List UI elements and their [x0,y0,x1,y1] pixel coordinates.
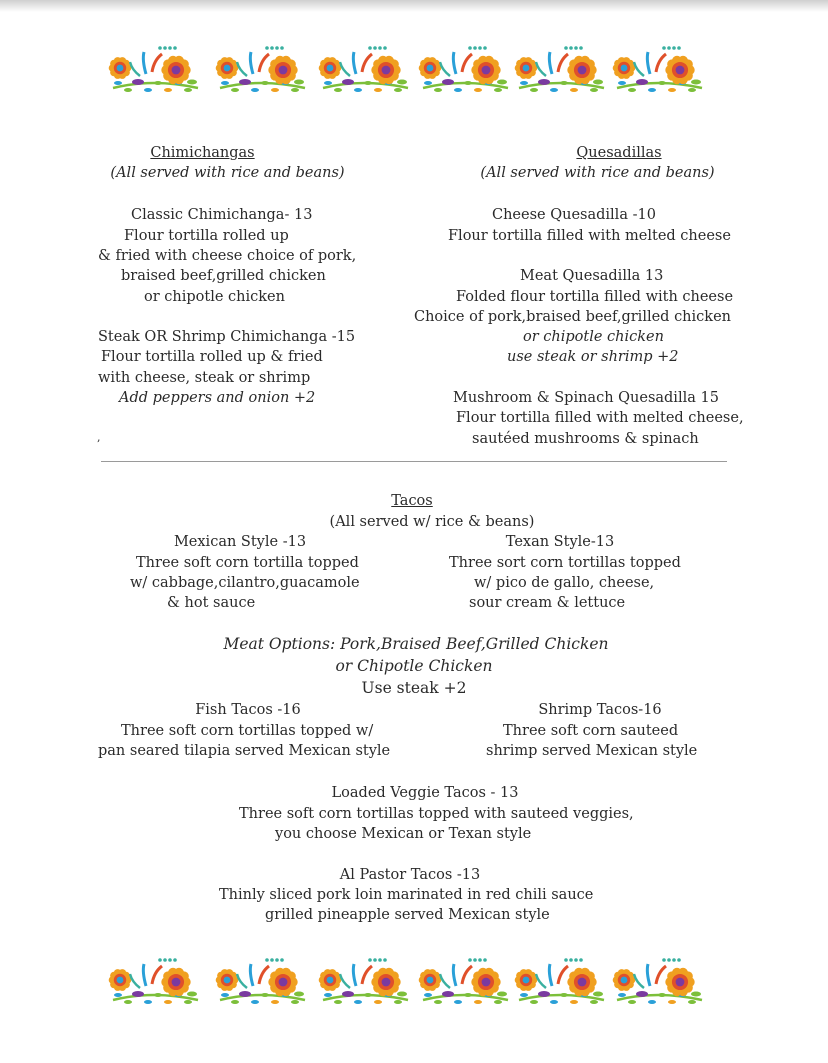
floral-border-top-art [0,40,828,104]
classic-chimichanga-name: Classic Chimichanga- 13 [131,207,313,223]
texan-style-desc-2: w/ pico de gallo, cheese, [474,575,655,591]
steak-shrimp-chimichanga-desc-1: Flour tortilla rolled up & fried [101,349,323,365]
mexican-style-name: Mexican Style -13 [173,534,307,550]
quesadillas-note: (All served with rice and beans) [480,165,715,181]
shrimp-tacos-name: Shrimp Tacos-16 [538,702,662,718]
meat-quesadilla-desc-2: Choice of pork,braised beef,grilled chicken [414,309,731,325]
floral-motif [319,46,408,92]
floral-motif [319,958,408,1004]
classic-chimichanga-desc-1: Flour tortilla rolled up [124,228,289,244]
shrimp-tacos-desc-1: Three soft corn sauteed [503,723,679,739]
mexican-style-desc-1: Three soft corn tortilla topped [136,555,359,571]
floral-motif [216,46,305,92]
veggie-tacos-desc-2: you choose Mexican or Texan style [275,826,532,842]
section-divider [101,461,727,462]
al-pastor-tacos-desc-2: grilled pineapple served Mexican style [265,907,550,923]
floral-motif [613,46,702,92]
veggie-tacos-desc-1: Three soft corn tortillas topped with sauteed veggies, [239,806,634,822]
floral-motif [216,958,305,1004]
tacos-title: Tacos [391,493,433,509]
tacos-note: (All served w/ rice & beans) [329,514,535,530]
mushroom-quesadilla-desc-2: sautéed mushrooms & spinach [472,431,699,447]
floral-border-bottom [0,952,828,1016]
floral-motif [109,46,198,92]
fish-tacos-desc-2: pan seared tilapia served Mexican style [98,743,391,759]
classic-chimichanga-desc-3: braised beef,grilled chicken [121,268,326,284]
chimichangas-title: Chimichangas [150,145,255,161]
floral-motif [515,46,604,92]
mexican-style-desc-3: & hot sauce [167,595,256,611]
steak-upgrade: Use steak +2 [361,679,467,697]
cheese-quesadilla-desc: Flour tortilla filled with melted cheese [448,228,731,244]
cheese-quesadilla-name: Cheese Quesadilla -10 [492,207,656,223]
steak-shrimp-chimichanga-name: Steak OR Shrimp Chimichanga -15 [98,329,356,345]
texan-style-desc-3: sour cream & lettuce [469,595,626,611]
meat-quesadilla-desc-1: Folded flour tortilla filled with cheese [456,289,734,305]
floral-motif [419,958,508,1004]
meat-quesadilla-upgrade: use steak or shrimp +2 [507,349,679,365]
floral-motif [109,958,198,1004]
meat-options-line-2: or Chipotle Chicken [335,657,493,675]
texan-style-desc-1: Three sort corn tortillas topped [449,555,681,571]
fish-tacos-name: Fish Tacos -16 [195,702,301,718]
meat-quesadilla-desc-3: or chipotle chicken [523,329,664,345]
al-pastor-tacos-desc-1: Thinly sliced pork loin marinated in red chili sauce [219,887,594,903]
classic-chimichanga-desc-2: & fried with cheese choice of pork, [98,248,357,264]
stray-mark: , [97,431,101,444]
al-pastor-tacos-name: Al Pastor Tacos -13 [339,867,481,883]
mushroom-quesadilla-name: Mushroom & Spinach Quesadilla 15 [453,390,719,406]
texan-style-name: Texan Style-13 [505,534,615,550]
meat-quesadilla-name: Meat Quesadilla 13 [520,268,664,284]
meat-options-line-1: Meat Options: Pork,Braised Beef,Grilled Chicken [223,635,609,653]
floral-border-top [0,40,828,104]
quesadillas-title: Quesadillas [576,145,662,161]
floral-motif [613,958,702,1004]
classic-chimichanga-desc-4: or chipotle chicken [144,289,285,305]
top-shadow [0,0,828,12]
floral-motif [419,46,508,92]
floral-border-bottom-art [0,952,828,1016]
steak-shrimp-chimichanga-addon: Add peppers and onion +2 [119,390,316,406]
mushroom-quesadilla-desc-1: Flour tortilla filled with melted cheese, [456,410,744,426]
veggie-tacos-name: Loaded Veggie Tacos - 13 [331,785,519,801]
shrimp-tacos-desc-2: shrimp served Mexican style [486,743,698,759]
fish-tacos-desc-1: Three soft corn tortillas topped w/ [121,723,374,739]
chimichangas-note: (All served with rice and beans) [110,165,345,181]
steak-shrimp-chimichanga-desc-2: with cheese, steak or shrimp [98,370,311,386]
floral-motif [515,958,604,1004]
mexican-style-desc-2: w/ cabbage,cilantro,guacamole [130,575,360,591]
